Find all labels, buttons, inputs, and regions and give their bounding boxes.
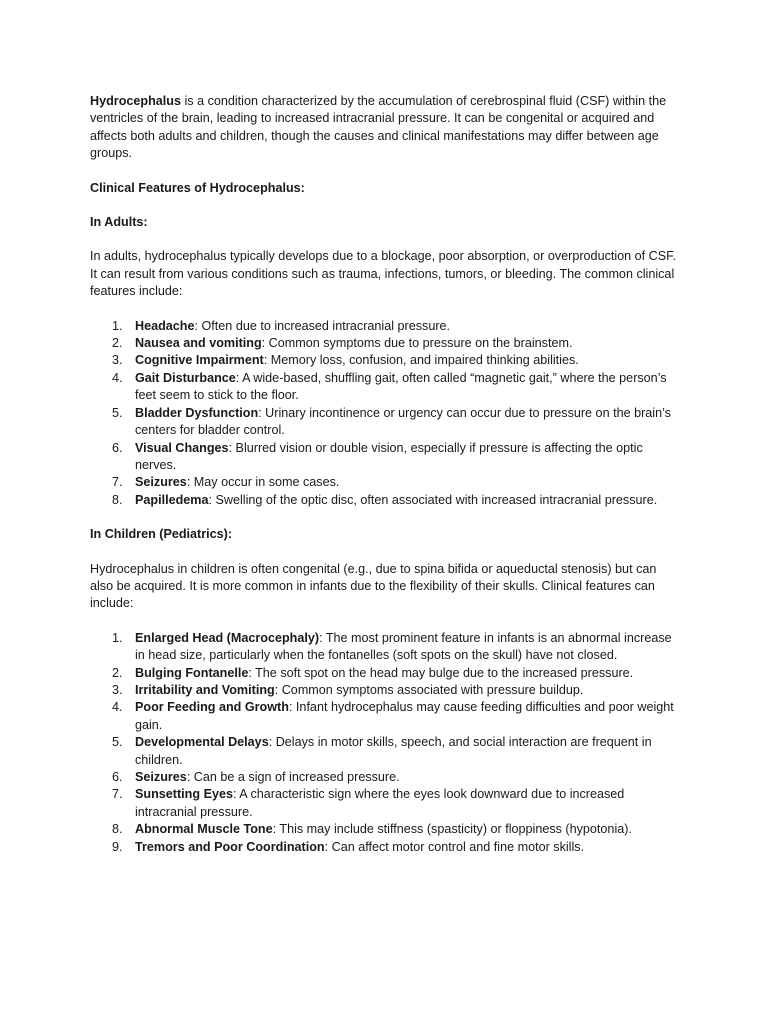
list-item: [90, 769, 678, 786]
children-heading: In Children (Pediatrics):: [90, 527, 233, 542]
list-number: 1.: [112, 318, 123, 333]
section-title: Clinical Features of Hydrocephalus:: [90, 180, 305, 195]
feature-term: Tremors and Poor Coordination: [135, 839, 325, 854]
feature-term: Seizures: [135, 770, 187, 784]
adults-paragraph: In adults, hydrocephalus typically develops due to a blockage, poor absorption, or overproduction of CSF. It can result from various conditions such as trauma, infections, tumors, or bleeding. The common clinical features include:: [90, 249, 676, 299]
feature-text: : Common symptoms due to pressure on the brainstem.: [261, 336, 573, 351]
children-feature-list: [90, 630, 678, 856]
intro-text: is a condition characterized by the accumulation of cerebrospinal fluid (CSF) within the ventricles of the brain, leading to increased intracranial pressure. It can be congenital or acquired and affects both adults and children, though the causes and clinical manifestations may differ between age groups.: [90, 94, 667, 161]
list-item: [90, 734, 678, 769]
feature-text: : Memory loss, confusion, and impaired thinking abilities.: [263, 353, 579, 368]
feature-text: : Can affect motor control and fine motor skills.: [324, 839, 585, 854]
list-item: [90, 318, 678, 335]
feature-term: Visual Changes: [135, 440, 229, 455]
list-item: [90, 405, 678, 440]
feature-text: : May occur in some cases.: [186, 475, 340, 490]
list-item: [90, 839, 678, 856]
list-item: [90, 786, 678, 821]
feature-text: : Infant hydrocephalus may cause feeding difficulties and poor weight gain.: [135, 700, 674, 732]
feature-term: Poor Feeding and Growth: [135, 700, 289, 715]
feature-term: Papilledema: [135, 492, 209, 507]
list-item: [90, 699, 678, 734]
list-number: 5.: [112, 405, 123, 420]
list-number: 3.: [112, 682, 123, 697]
list-item: [90, 474, 678, 491]
feature-text: : Often due to increased intracranial pressure.: [194, 318, 451, 333]
list-number: 2.: [112, 336, 123, 351]
feature-text: : Delays in motor skills, speech, and social interaction are frequent in children.: [135, 735, 652, 767]
children-paragraph: Hydrocephalus in children is often congenital (e.g., due to spina bifida or aqueductal stenosis) but can also be acquired. It is more common in infants due to the flexibility of their skulls. Clinical features can include:: [90, 561, 657, 611]
feature-term: Enlarged Head (Macrocephaly): [135, 630, 320, 645]
list-number: 6.: [112, 770, 123, 784]
feature-term: Developmental Delays: [135, 735, 269, 750]
list-item: [90, 682, 678, 699]
list-item: [90, 335, 678, 352]
feature-text: : Urinary incontinence or urgency can occur due to pressure on the brain’s centers for bladder control.: [135, 405, 671, 438]
feature-term: Abnormal Muscle Tone: [135, 822, 273, 837]
feature-text: : A wide-based, shuffling gait, often called “magnetic gait,” where the person’s feet seem to stick to the floor.: [135, 370, 667, 403]
feature-term: Nausea and vomiting: [135, 336, 262, 351]
feature-term: Seizures: [135, 475, 187, 490]
list-item: [90, 492, 678, 509]
list-item: [90, 630, 678, 665]
feature-text: : Swelling of the optic disc, often associated with increased intracranial pressure.: [208, 492, 658, 507]
adults-heading: In Adults:: [90, 215, 148, 230]
feature-term: Sunsetting Eyes: [135, 787, 233, 802]
feature-text: : A characteristic sign where the eyes look downward due to increased intracranial pressure.: [135, 787, 625, 819]
feature-term: Irritability and Vomiting: [135, 682, 275, 697]
list-number: 4.: [112, 700, 123, 715]
feature-text: : Blurred vision or double vision, especially if pressure is affecting the optic nerves.: [135, 440, 643, 472]
intro-paragraph: [90, 93, 678, 163]
feature-text: : This may include stiffness (spasticity) or floppiness (hypotonia).: [272, 822, 632, 837]
list-number: 9.: [112, 839, 123, 854]
list-item: [90, 352, 678, 369]
list-number: 8.: [112, 822, 123, 837]
list-number: 3.: [112, 353, 123, 368]
list-item: [90, 370, 678, 405]
list-number: 4.: [112, 370, 123, 385]
list-item: [90, 440, 678, 475]
intro-term: Hydrocephalus: [90, 94, 181, 108]
feature-text: : Common symptoms associated with pressure buildup.: [274, 682, 584, 697]
list-number: 7.: [112, 475, 123, 490]
feature-term: Headache: [135, 318, 195, 333]
feature-text: : The most prominent feature in infants is an abnormal increase in head size, particularly when the fontanelles (soft spots on the skull) have not closed.: [135, 630, 672, 663]
list-number: 7.: [112, 787, 123, 802]
feature-text: : Can be a sign of increased pressure.: [186, 770, 400, 784]
feature-term: Cognitive Impairment: [135, 353, 264, 368]
feature-term: Bulging Fontanelle: [135, 665, 249, 680]
feature-text: : The soft spot on the head may bulge due to the increased pressure.: [248, 665, 634, 680]
list-number: 5.: [112, 735, 123, 750]
feature-term: Bladder Dysfunction: [135, 405, 259, 420]
list-number: 6.: [112, 440, 123, 455]
list-item: [90, 665, 678, 682]
list-number: 2.: [112, 665, 123, 680]
list-item: [90, 821, 678, 838]
feature-term: Gait Disturbance: [135, 370, 236, 385]
list-number: 1.: [112, 630, 123, 645]
list-number: 8.: [112, 492, 123, 507]
adults-feature-list: [90, 318, 678, 509]
